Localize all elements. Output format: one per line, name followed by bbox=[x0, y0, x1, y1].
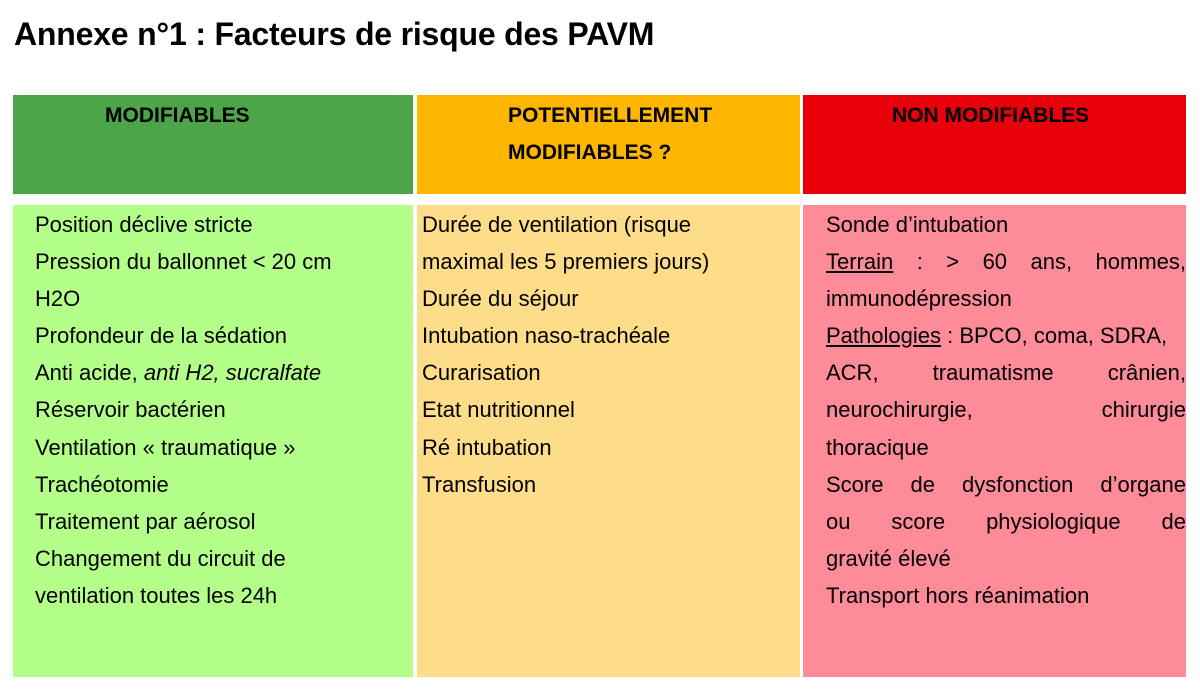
list-item: immunodépression bbox=[826, 286, 1012, 312]
column-non-modifiables bbox=[803, 205, 1186, 677]
list-item: Intubation naso-trachéale bbox=[422, 323, 671, 349]
pathologies-label: Pathologies bbox=[826, 323, 941, 349]
list-item: thoracique bbox=[826, 434, 929, 460]
list-item: Durée du séjour bbox=[422, 286, 579, 312]
list-item bbox=[826, 317, 1186, 354]
list-item: Curarisation bbox=[422, 360, 541, 386]
list-item: Réservoir bactérien bbox=[35, 397, 226, 423]
list-item: Sonde d’intubation bbox=[826, 212, 1009, 237]
page-title: Annexe n°1 : Facteurs de risque des PAVM bbox=[14, 16, 655, 52]
list-item: Ventilation « traumatique » bbox=[35, 434, 296, 460]
header-modifiables bbox=[13, 95, 413, 194]
list-item bbox=[35, 354, 403, 391]
terrain-text: : > 60 ans, hommes, bbox=[893, 249, 1186, 275]
list-item: Durée de ventilation (risque bbox=[422, 212, 692, 237]
list-item: Traitement par aérosol bbox=[35, 508, 256, 534]
list-item: ACR, traumatisme crânien, bbox=[826, 360, 1186, 386]
header-potentiel-line2: MODIFIABLES ? bbox=[508, 141, 672, 164]
list-item-italic-text: anti H2, sucralfate bbox=[143, 360, 322, 386]
header-non-modifiables bbox=[803, 95, 1186, 194]
list-item: Transport hors réanimation bbox=[826, 582, 1090, 608]
list-item: Changement du circuit de bbox=[35, 545, 286, 571]
header-potentiellement-modifiables bbox=[417, 95, 800, 194]
list-item: H2O bbox=[35, 286, 81, 312]
list-item: Profondeur de la sédation bbox=[35, 323, 287, 349]
list-item: ventilation toutes les 24h bbox=[35, 582, 278, 608]
list-item-text: Anti acide, bbox=[35, 360, 144, 386]
list-item: Transfusion bbox=[422, 471, 537, 497]
list-item: Ré intubation bbox=[422, 434, 552, 460]
list-item: gravité élevé bbox=[826, 545, 951, 571]
list-item: Pression du ballonnet < 20 cm bbox=[35, 249, 332, 275]
pathologies-text: : BPCO, coma, SDRA, bbox=[940, 323, 1168, 349]
list-item: Position déclive stricte bbox=[35, 212, 253, 237]
header-potentiel-line1: POTENTIELLEMENT bbox=[508, 104, 713, 127]
column-modifiables bbox=[13, 205, 413, 677]
terrain-label: Terrain bbox=[826, 249, 894, 275]
list-item: Score de dysfonction d’organe bbox=[826, 471, 1186, 497]
list-item: Etat nutritionnel bbox=[422, 397, 575, 423]
header-modifiables-label: MODIFIABLES bbox=[105, 104, 250, 127]
list-item: neurochirurgie, chirurgie bbox=[826, 397, 1186, 423]
list-item: Trachéotomie bbox=[35, 471, 169, 497]
list-item: maximal les 5 premiers jours) bbox=[422, 249, 710, 275]
list-item bbox=[826, 243, 1186, 280]
header-non-modifiables-label: NON MODIFIABLES bbox=[892, 104, 1090, 127]
list-item: ou score physiologique de bbox=[826, 508, 1186, 534]
column-potentiellement-modifiables bbox=[417, 205, 800, 677]
